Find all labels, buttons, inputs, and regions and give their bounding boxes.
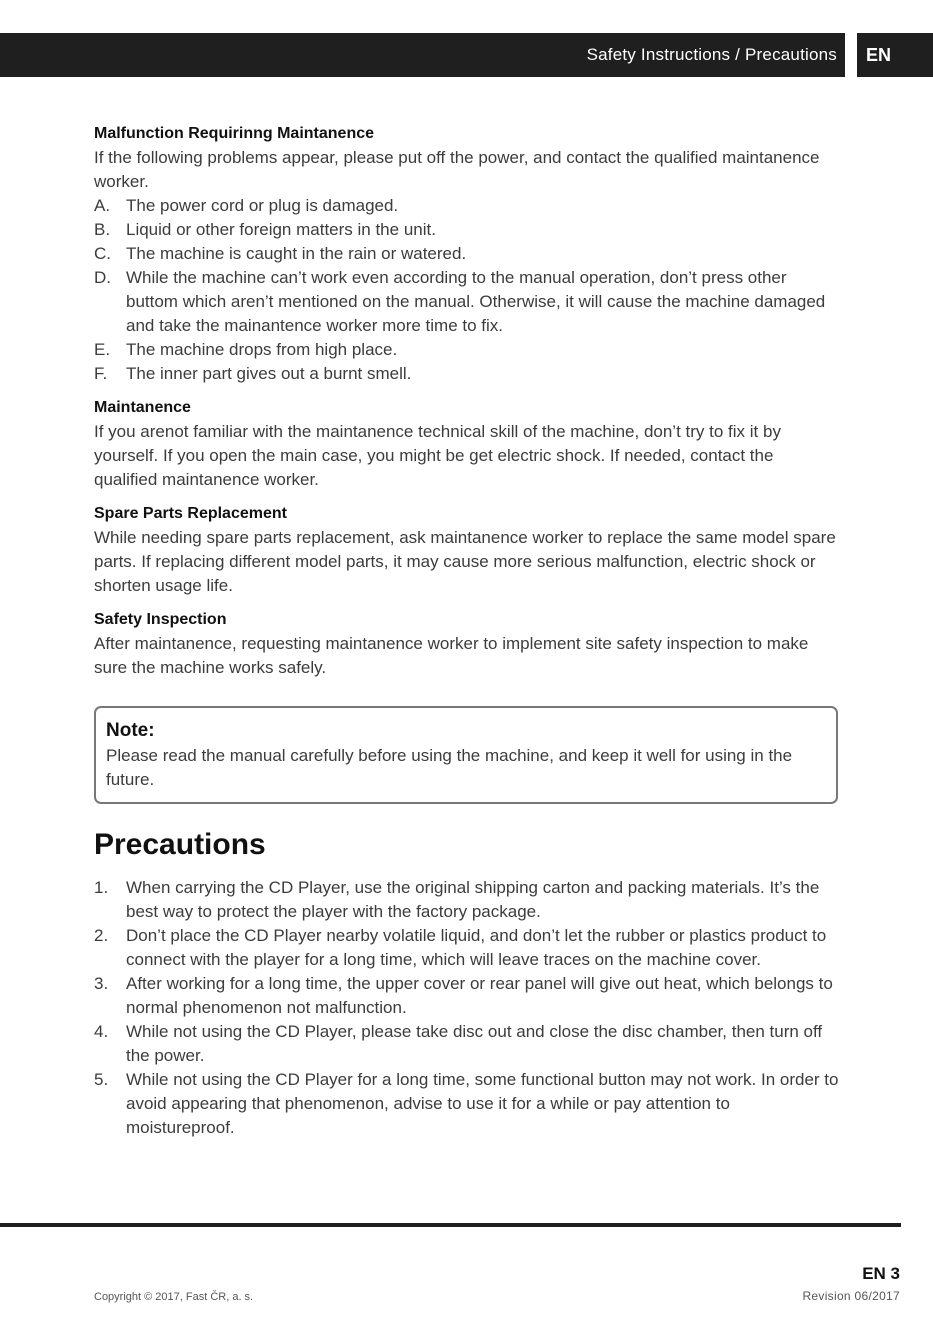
spare-parts-title: Spare Parts Replacement — [94, 505, 287, 522]
list-marker: B. — [94, 220, 111, 239]
list-item — [94, 1068, 840, 1140]
maintanence-title: Maintanence — [94, 399, 191, 416]
footer-divider — [0, 1223, 901, 1227]
list-item-text: The machine drops from high place. — [126, 340, 398, 359]
note-title: Note: — [106, 720, 155, 741]
list-item — [94, 194, 840, 218]
list-marker: 4. — [94, 1022, 109, 1041]
safety-inspection-text: After maintanence, requesting maintanence worker to implement site safety inspection to make sure the machine works safely. — [94, 634, 809, 677]
safety-inspection-title: Safety Inspection — [94, 611, 227, 628]
revision-text: Revision 06/2017 — [802, 1289, 900, 1303]
list-item — [94, 876, 840, 924]
malfunction-title: Malfunction Requirinng Maintanence — [94, 125, 375, 142]
note-box — [94, 706, 838, 804]
precautions-list — [94, 876, 840, 1140]
precautions-heading: Precautions — [94, 828, 266, 861]
list-item-text: Don’t place the CD Player nearby volatile liquid, and don’t let the rubber or plastics product to connect with the player for a long time, which will leave traces on the machine cover. — [126, 926, 827, 969]
header-bar — [0, 33, 845, 77]
list-marker: 5. — [94, 1070, 109, 1089]
list-item — [94, 218, 840, 242]
maintanence-text: If you arenot familiar with the maintanence technical skill of the machine, don’t try to fix it by yourself. If you open the main case, you might be get electric shock. If needed, contact the qualified maintanence worker. — [94, 422, 781, 489]
list-item-text: While not using the CD Player, please take disc out and close the disc chamber, then turn off the power. — [126, 1022, 823, 1065]
list-marker: 1. — [94, 878, 109, 897]
list-marker: E. — [94, 340, 111, 359]
header-title: Safety Instructions / Precautions — [586, 45, 837, 64]
list-item-text: When carrying the CD Player, use the original shipping carton and packing materials. It’s the best way to protect the player with the factory package. — [126, 878, 820, 921]
copyright-text: Copyright © 2017, Fast ČR, a. s. — [94, 1291, 254, 1303]
list-marker: A. — [94, 196, 111, 215]
malfunction-list — [94, 194, 840, 386]
list-item-text: After working for a long time, the upper cover or rear panel will give out heat, which belongs to normal phenomenon not malfunction. — [126, 974, 833, 1017]
list-marker: 3. — [94, 974, 109, 993]
list-marker: F. — [94, 364, 108, 383]
page-number: EN 3 — [862, 1264, 900, 1283]
spare-parts-text: While needing spare parts replacement, ask maintanence worker to replace the same model spare parts. If replacing different model parts, it may cause more serious malfunction, electric shock or shorten usage life. — [94, 528, 836, 595]
list-marker: C. — [94, 244, 111, 263]
page-content — [94, 122, 840, 1140]
list-item-text: The machine is caught in the rain or watered. — [126, 244, 467, 263]
note-text: Please read the manual carefully before using the machine, and keep it well for using in the future. — [106, 746, 793, 789]
list-item — [94, 362, 840, 386]
list-item — [94, 338, 840, 362]
list-item-text: While the machine can’t work even according to the manual operation, don’t press other buttom which aren’t mentioned on the manual. Otherwise, it will cause the machine damaged and take the mainantence worker more time to fix. — [126, 268, 826, 335]
list-item-text: The power cord or plug is damaged. — [126, 196, 399, 215]
list-item-text: Liquid or other foreign matters in the unit. — [126, 220, 436, 239]
list-item — [94, 242, 840, 266]
list-item — [94, 972, 840, 1020]
list-item — [94, 924, 840, 972]
list-item — [94, 1020, 840, 1068]
list-item-text: The inner part gives out a burnt smell. — [126, 364, 412, 383]
language-badge: EN — [857, 33, 933, 77]
list-marker: 2. — [94, 926, 109, 945]
list-marker: D. — [94, 268, 111, 287]
list-item-text: While not using the CD Player for a long time, some functional button may not work. In order to avoid appearing that phenomenon, advise to use it for a while or pay attention to moistureproof. — [126, 1070, 839, 1137]
list-item — [94, 266, 840, 338]
malfunction-intro: If the following problems appear, please put off the power, and contact the qualified maintanence worker. — [94, 148, 820, 191]
